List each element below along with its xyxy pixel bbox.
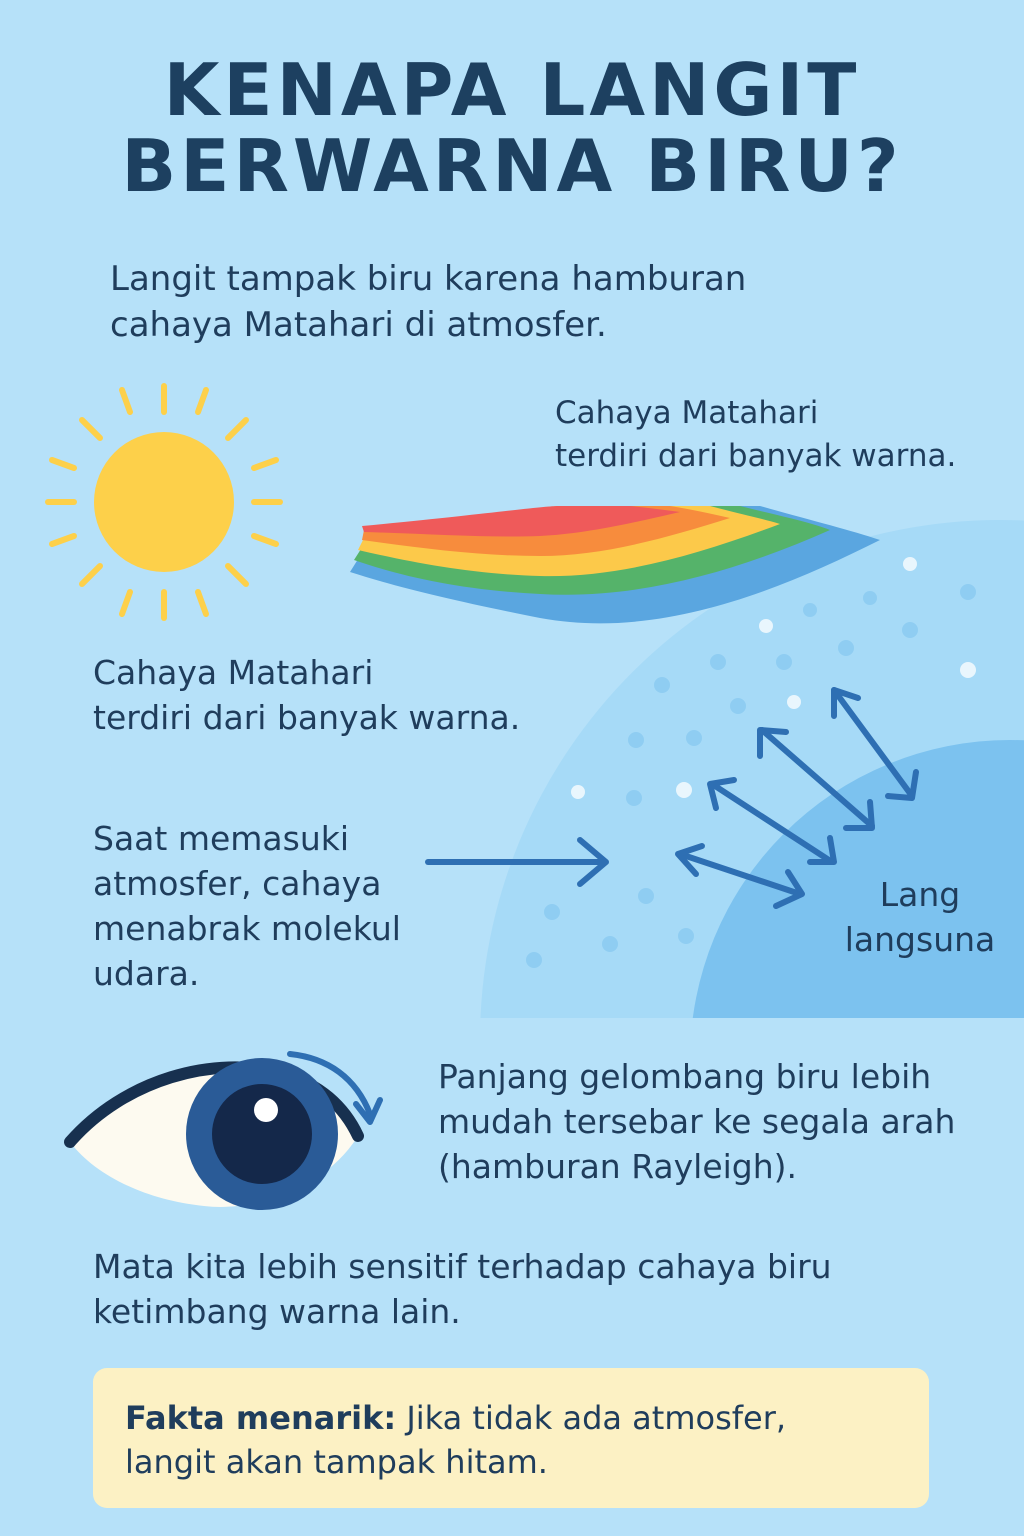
rayleigh-text: Panjang gelombang biru lebih mudah tersebar ke segala arah (hamburan Rayleigh). [438, 1057, 956, 1186]
spectrum-caption-left: Cahaya Matahari terdiri dari banyak warna. [93, 653, 521, 737]
title-line-2: BERWARNA BIRU? [121, 124, 903, 208]
fun-fact-text-2: langit akan tampak hitam. [125, 1443, 548, 1481]
sky-label: Lang langsuna [844, 875, 996, 959]
fun-fact-label: Fakta menarik: [125, 1399, 397, 1437]
fun-fact-box [93, 1368, 929, 1508]
spectrum-caption-top: Cahaya Matahari terdiri dari banyak warna. [555, 395, 957, 474]
title-line-1: KENAPA LANGIT [163, 48, 861, 132]
intro-text: Langit tampak biru karena hamburan cahaya Matahari di atmosfer. [110, 259, 747, 345]
atmosphere-text: Saat memasuki atmosfer, cahaya menabrak molekul udara. [93, 819, 401, 993]
eye-sensitivity-text: Mata kita lebih sensitif terhadap cahaya biru ketimbang warna lain. [93, 1247, 832, 1331]
eye-icon [64, 1040, 394, 1220]
fun-fact-text-1: Jika tidak ada atmosfer, [396, 1399, 787, 1437]
